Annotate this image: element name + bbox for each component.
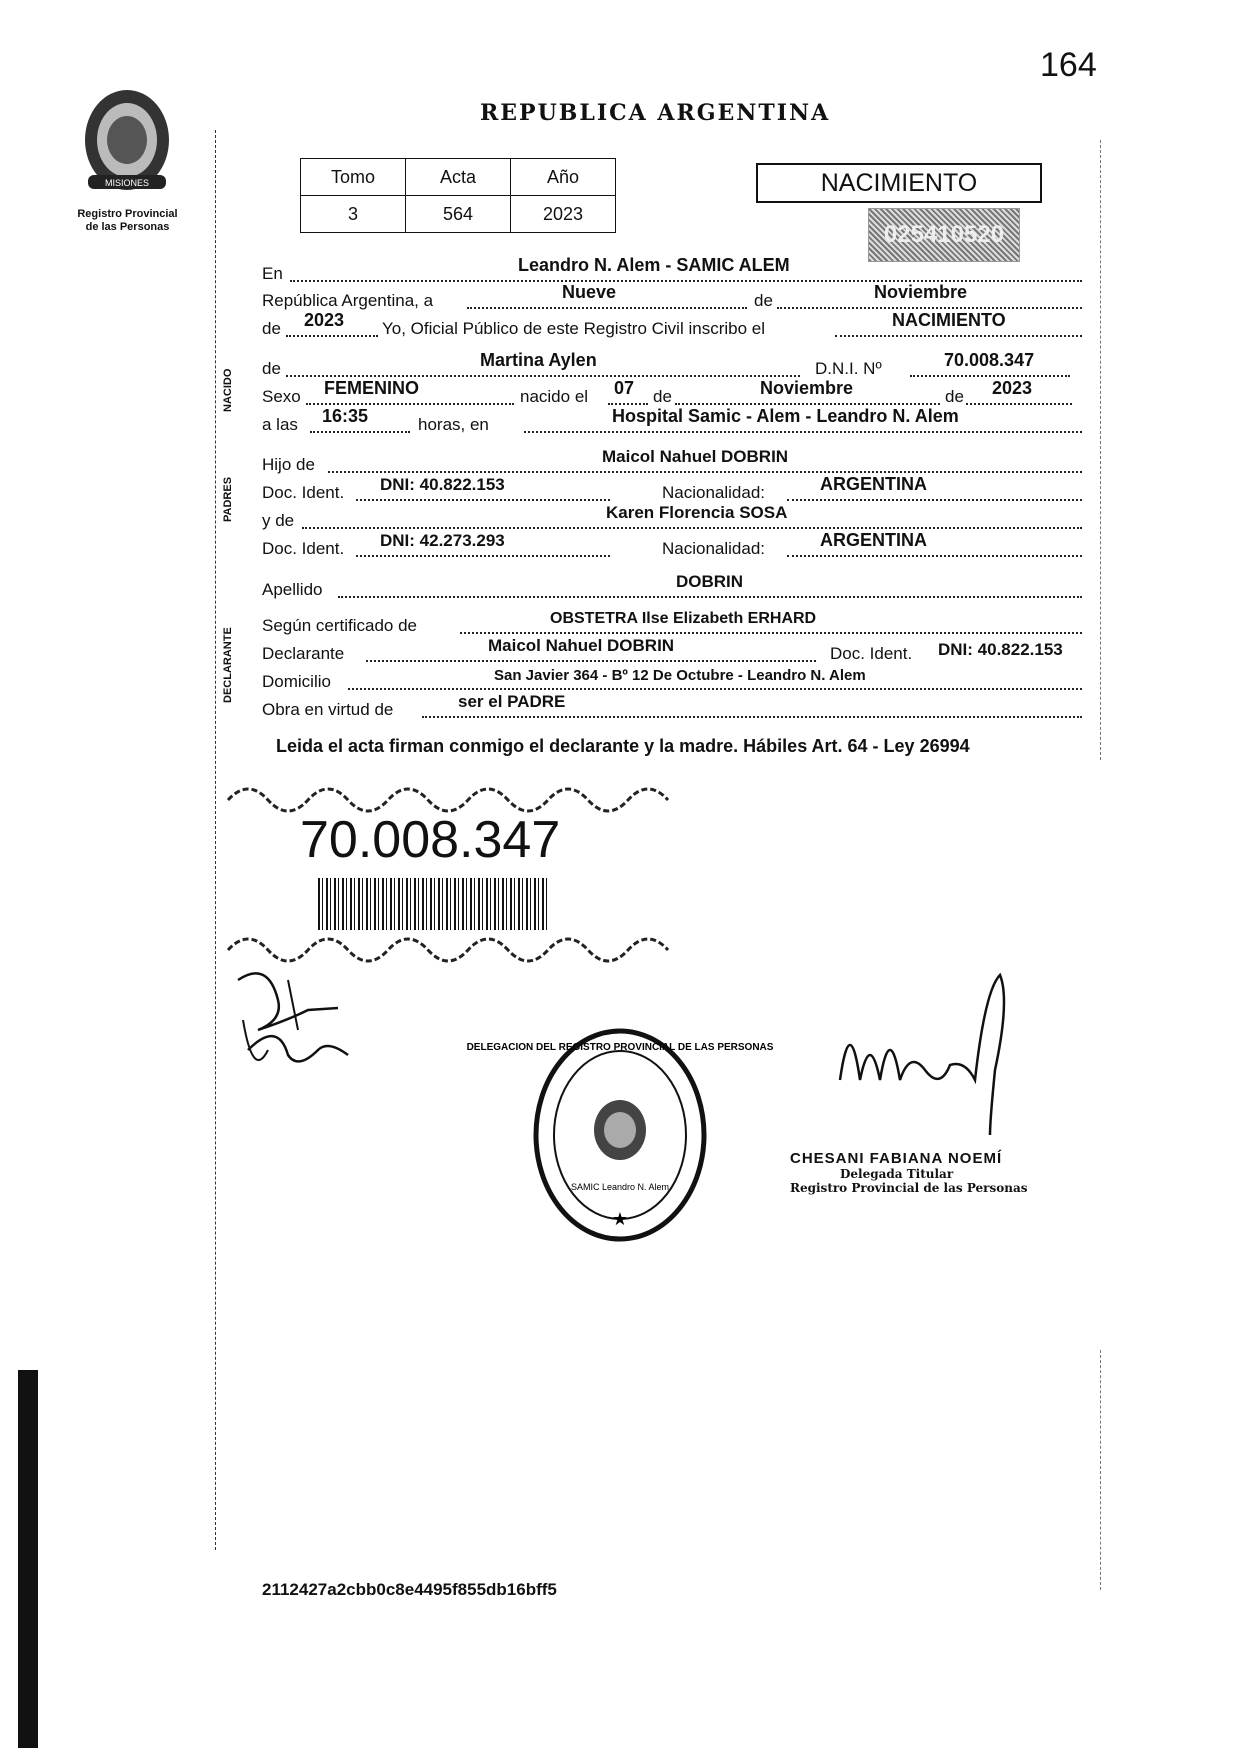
field-label: de [754, 291, 773, 310]
field-value: DNI: 40.822.153 [380, 475, 505, 494]
logo-caption-2: de las Personas [85, 221, 170, 233]
field-value: Maicol Nahuel DOBRIN [488, 636, 675, 655]
table-header: Acta [406, 159, 511, 196]
registry-logo [70, 85, 185, 234]
field-value: Maicol Nahuel DOBRIN [602, 447, 789, 466]
svg-text:★: ★ [611, 1209, 629, 1230]
field-value: DOBRIN [676, 572, 744, 591]
side-label-padres: PADRES [222, 476, 234, 522]
field-sexo [262, 378, 1082, 407]
field-value: Karen Florencia SOSA [606, 503, 788, 522]
field-value: ser el PADRE [458, 692, 566, 711]
security-stamp [868, 208, 1020, 262]
logo-emblem-text: MISIONES [104, 178, 150, 188]
scan-edge-bar [18, 1370, 38, 1748]
logo-caption-1: Registro Provincial [77, 208, 178, 220]
field-label: Doc. Ident. [262, 539, 345, 558]
right-margin-line [1100, 140, 1101, 760]
signatory-block [790, 1150, 1050, 1195]
security-wave-bottom [228, 928, 678, 958]
book-table [300, 158, 616, 233]
field-value: 2023 [992, 378, 1033, 398]
field-value: ARGENTINA [820, 474, 927, 494]
field-value: Noviembre [760, 378, 854, 398]
field-value: 70.008.347 [944, 350, 1035, 370]
signatory-name: CHESANI FABIANA NOEMÍ [790, 1150, 1003, 1167]
field-value: Noviembre [874, 282, 968, 302]
field-label: de [653, 387, 672, 406]
side-label-nacido: NACIDO [222, 368, 234, 412]
field-en [262, 255, 1082, 284]
seal-inner-text: SAMIC Leandro N. Alem [570, 1182, 670, 1192]
field-value: FEMENINO [324, 378, 420, 398]
signatory-org: Registro Provincial de las Personas [790, 1181, 1028, 1195]
field-value: Leandro N. Alem - SAMIC ALEM [518, 255, 790, 275]
field-value: ARGENTINA [820, 530, 927, 550]
field-label: Declarante [262, 644, 345, 663]
field-label: D.N.I. Nº [815, 359, 882, 378]
field-declarante [262, 638, 1082, 664]
declarant-signature [228, 960, 368, 1090]
field-label: Doc. Ident. [262, 483, 345, 502]
field-doc-madre [262, 530, 1082, 559]
table-cell: 3 [301, 196, 406, 233]
field-hora [262, 406, 1082, 435]
field-value: 2023 [304, 310, 345, 330]
field-republica [262, 282, 1082, 311]
field-value: 16:35 [322, 406, 369, 426]
field-nombre [262, 350, 1082, 379]
table-header: Tomo [301, 159, 406, 196]
security-wave-top [228, 778, 678, 808]
field-label: Nacionalidad: [662, 539, 766, 558]
table-cell: 564 [406, 196, 511, 233]
field-label: horas, en [418, 415, 489, 434]
field-value: Hospital Samic - Alem - Leandro N. Alem [612, 406, 959, 426]
left-margin-line [215, 130, 216, 1550]
field-label: nacido el [520, 387, 589, 406]
field-certificado [262, 610, 1082, 636]
field-label: Sexo [262, 387, 301, 406]
right-margin-line-lower [1100, 1350, 1101, 1590]
field-label: Obra en virtud de [262, 700, 394, 719]
field-label: República Argentina, a [262, 291, 434, 310]
seal-outer-text: DELEGACION DEL REGISTRO PROVINCIAL DE LAS PERSONAS [466, 1042, 774, 1053]
field-hijo-de [262, 449, 1082, 475]
field-label: Doc. Ident. [830, 644, 913, 663]
table-header: Año [511, 159, 616, 196]
field-label: de [262, 319, 281, 338]
document-title: REPUBLICA ARGENTINA [480, 100, 831, 126]
field-doc-padre [262, 474, 1082, 503]
field-value: DNI: 42.273.293 [380, 531, 505, 550]
signatory-role: Delegada Titular [840, 1167, 954, 1181]
field-label: de [945, 387, 964, 406]
field-label: y de [262, 511, 295, 530]
field-label: Yo, Oficial Público de este Registro Civil inscribo el [382, 319, 765, 338]
field-label: de [262, 359, 281, 378]
page-number: 164 [1040, 46, 1097, 84]
document-hash: 2112427a2cbb0c8e4495f855db16bff5 [262, 1580, 557, 1599]
field-y-de [262, 505, 1082, 531]
field-value: 07 [614, 378, 635, 398]
field-label: Según certificado de [262, 616, 417, 635]
field-apellido [262, 574, 1082, 600]
field-label: Nacionalidad: [662, 483, 766, 502]
field-domicilio [262, 666, 1082, 692]
field-de-year [262, 310, 1082, 339]
field-value: Nueve [562, 282, 617, 302]
field-label: a las [262, 415, 298, 434]
field-value: San Javier 364 - Bº 12 De Octubre - Leandro N. Alem [494, 667, 866, 684]
field-obra [262, 694, 1082, 720]
barcode [318, 878, 548, 930]
official-signature [830, 970, 1030, 1140]
side-label-declarante: DECLARANTE [222, 627, 234, 703]
field-value: NACIMIENTO [892, 310, 1006, 330]
official-seal [466, 1025, 774, 1245]
field-label: Domicilio [262, 672, 331, 691]
act-type-box: NACIMIENTO [756, 163, 1042, 203]
table-cell: 2023 [511, 196, 616, 233]
field-value: OBSTETRA Ilse Elizabeth ERHARD [550, 610, 817, 627]
field-label: Hijo de [262, 455, 315, 474]
field-value: DNI: 40.822.153 [938, 640, 1063, 659]
closing-text: Leida el acta firman conmigo el declarante y la madre. Hábiles Art. 64 - Ley 26994 [276, 736, 970, 756]
coat-of-arms-icon [70, 85, 185, 195]
field-label: Apellido [262, 580, 323, 599]
stamp-code: 025410520 [883, 221, 1005, 248]
field-value: Martina Aylen [480, 350, 597, 370]
field-label: En [262, 264, 283, 283]
dni-large-number: 70.008.347 [300, 811, 561, 869]
